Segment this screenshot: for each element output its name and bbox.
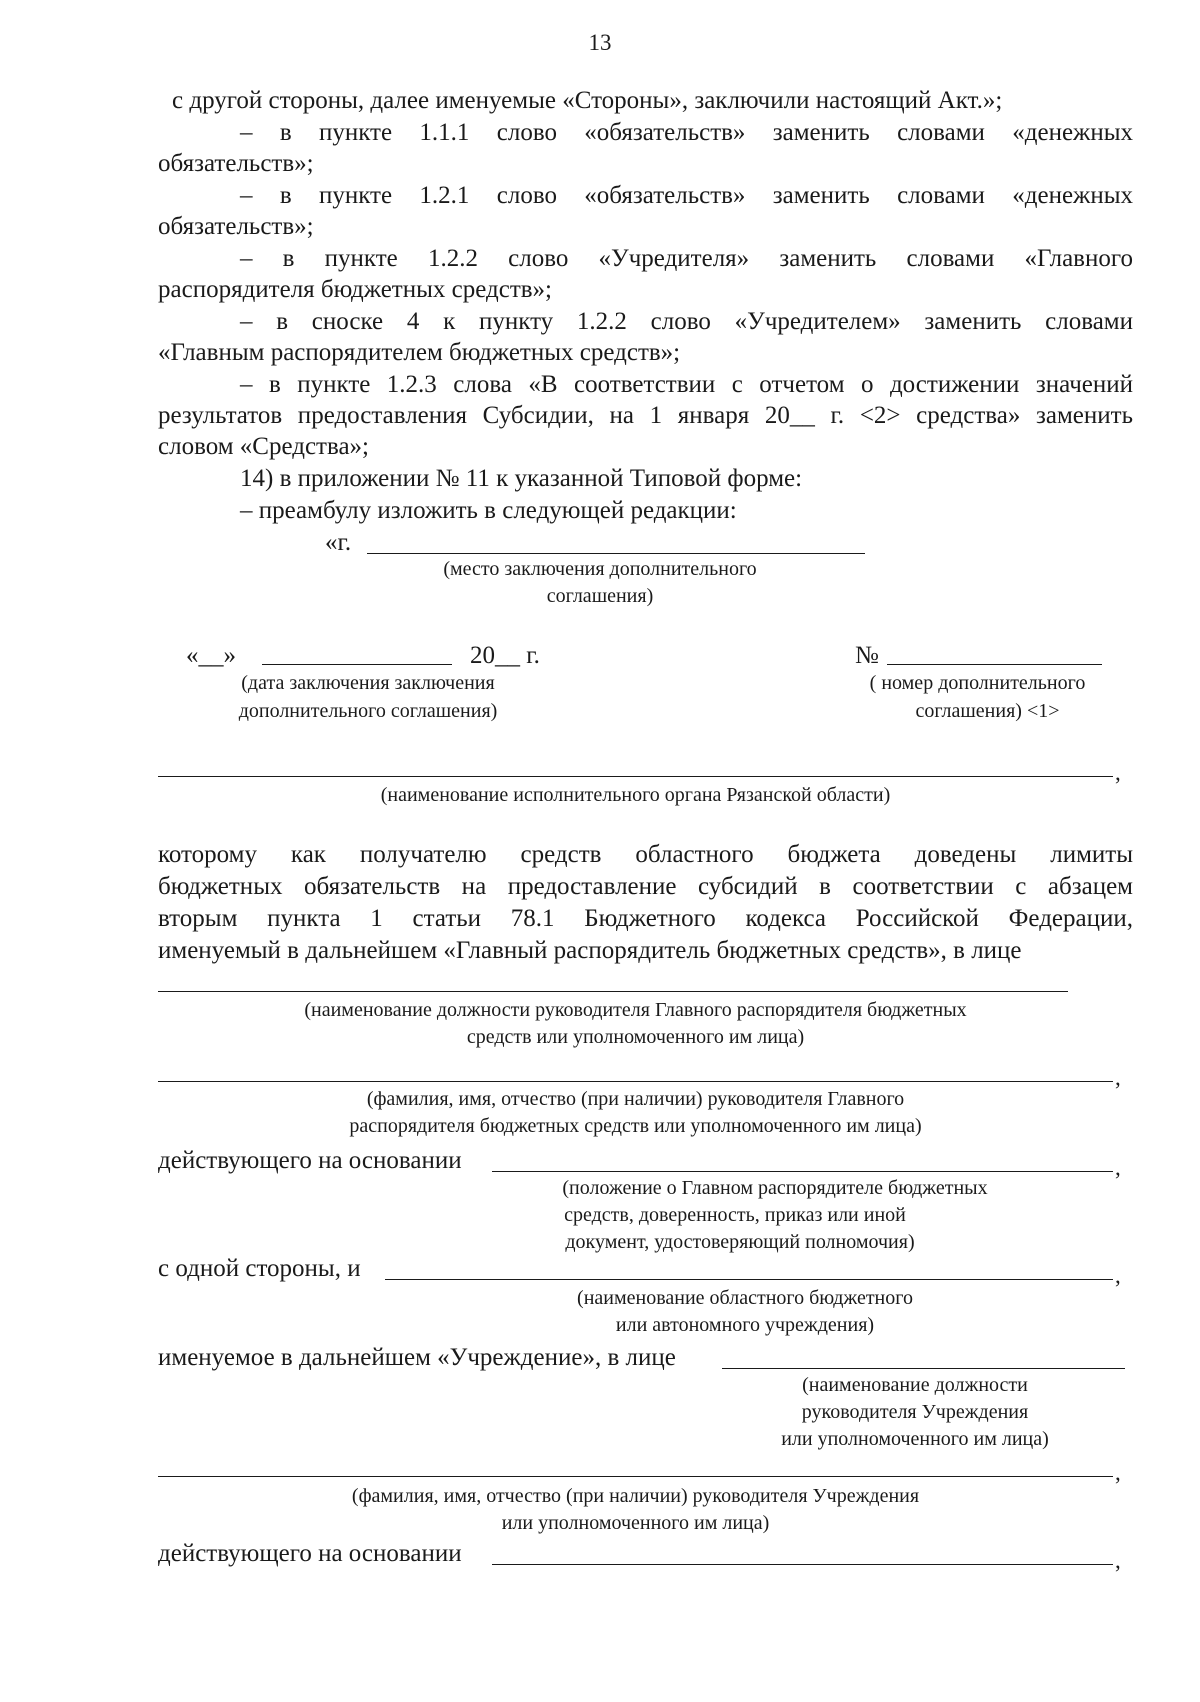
item-1-1-1-cont: обязательств»; (158, 150, 314, 177)
position-caption-2: средств или уполномоченного им лица) (466, 1026, 805, 1048)
page-number: 13 (588, 30, 612, 55)
named-label: именуемое в дальнейшем «Учреждение», в лице (158, 1344, 676, 1371)
date-year: 20__ г. (470, 642, 540, 669)
item-1-2-1-cont: обязательств»; (158, 213, 314, 240)
inst-position-line (722, 1368, 1125, 1369)
one-side-label: с одной стороны, и (158, 1255, 361, 1282)
item-footnote-4: – в сноске 4 к пункту 1.2.2 слово «Учредителем» заменить словами (240, 308, 1133, 335)
item-1-2-3-cont: результатов предоставления Субсидии, на 1 января 20__ г. <2> средства» заменить (158, 402, 1133, 429)
item-14: 14) в приложении № 11 к указанной Типовой форме: (240, 465, 803, 492)
inst-fio-caption-1: (фамилия, имя, отчество (при наличии) руководителя Учреждения (351, 1485, 920, 1507)
acting-comma: , (1115, 1155, 1121, 1180)
place-caption-2: соглашения) (546, 585, 654, 607)
acting-line-2 (492, 1564, 1113, 1565)
inst-position-caption-2: руководителя Учреждения (801, 1401, 1029, 1423)
fio-comma: , (1115, 1065, 1121, 1090)
organ-caption: (наименование исполнительного органа Рязанской области) (380, 784, 891, 806)
fio-line (158, 1081, 1113, 1082)
acting-label: действующего на основании (158, 1147, 462, 1174)
organ-comma: , (1115, 760, 1121, 785)
institution-comma: , (1115, 1263, 1121, 1288)
institution-line (385, 1279, 1113, 1280)
place-prefix: «г. (325, 529, 352, 556)
fio-caption-1: (фамилия, имя, отчество (при наличии) руководителя Главного (366, 1088, 905, 1110)
basis-caption-2: средств, доверенность, приказ или иной (564, 1204, 906, 1226)
acting-comma-2: , (1115, 1548, 1121, 1573)
item-14-preamble: – преамбулу изложить в следующей редакции: (240, 497, 737, 524)
inst-fio-comma: , (1115, 1460, 1121, 1485)
place-caption-1: (место заключения дополнительного (443, 558, 757, 580)
paragraph-intro: с другой стороны, далее именуемые «Стороны», заключили настоящий Акт.»; (172, 87, 1003, 114)
item-1-2-2: – в пункте 1.2.2 слово «Учредителя» заменить словами «Главного (240, 245, 1133, 272)
basis-caption-1: (положение о Главном распорядителе бюджетных (562, 1177, 988, 1199)
item-1-2-2-cont: распорядителя бюджетных средств»; (158, 276, 553, 303)
fio-caption-2: распорядителя бюджетных средств или уполномоченного им лица) (349, 1115, 922, 1137)
number-caption-1: ( номер дополнительного (869, 672, 1086, 694)
inst-position-caption-1: (наименование должности (802, 1374, 1028, 1396)
position-caption-1: (наименование должности руководителя Главного распорядителя бюджетных (304, 999, 967, 1021)
body-line-3: вторым пункта 1 статьи 78.1 Бюджетного кодекса Российской Федерации, (158, 905, 1133, 932)
organ-line (158, 776, 1113, 777)
institution-caption-2: или автономного учреждения) (615, 1314, 875, 1336)
date-month-line (262, 664, 452, 665)
body-line-1: которому как получателю средств областного бюджета доведены лимиты (158, 841, 1133, 868)
item-1-2-3: – в пункте 1.2.3 слова «В соответствии с отчетом о достижении значений (240, 371, 1133, 398)
date-quote: «__» (186, 642, 236, 669)
item-footnote-4-cont: «Главным распорядителем бюджетных средств»; (158, 339, 681, 366)
acting-label-2: действующего на основании (158, 1540, 462, 1567)
inst-fio-line (158, 1476, 1113, 1477)
basis-caption-3: документ, удостоверяющий полномочия) (565, 1231, 915, 1253)
item-1-2-3-cont-2: словом «Средства»; (158, 433, 369, 460)
inst-position-caption-3: или уполномоченного им лица) (781, 1428, 1049, 1450)
place-line (367, 553, 865, 554)
body-line-4: именуемый в дальнейшем «Главный распорядитель бюджетных средств», в лице (158, 937, 1022, 964)
position-line (158, 991, 1068, 992)
body-line-2: бюджетных обязательств на предоставление субсидий в соответствии с абзацем (158, 873, 1133, 900)
number-line (887, 664, 1102, 665)
date-caption-1: (дата заключения заключения (241, 672, 495, 694)
acting-line (492, 1171, 1113, 1172)
number-sign: № (855, 642, 879, 669)
inst-fio-caption-2: или уполномоченного им лица) (501, 1512, 770, 1534)
number-caption-2: соглашения) <1> (915, 700, 1060, 722)
item-1-2-1: – в пункте 1.2.1 слово «обязательств» заменить словами «денежных (240, 182, 1133, 209)
item-1-1-1: – в пункте 1.1.1 слово «обязательств» заменить словами «денежных (240, 119, 1133, 146)
institution-caption-1: (наименование областного бюджетного (577, 1287, 913, 1309)
date-caption-2: дополнительного соглашения) (238, 700, 498, 722)
